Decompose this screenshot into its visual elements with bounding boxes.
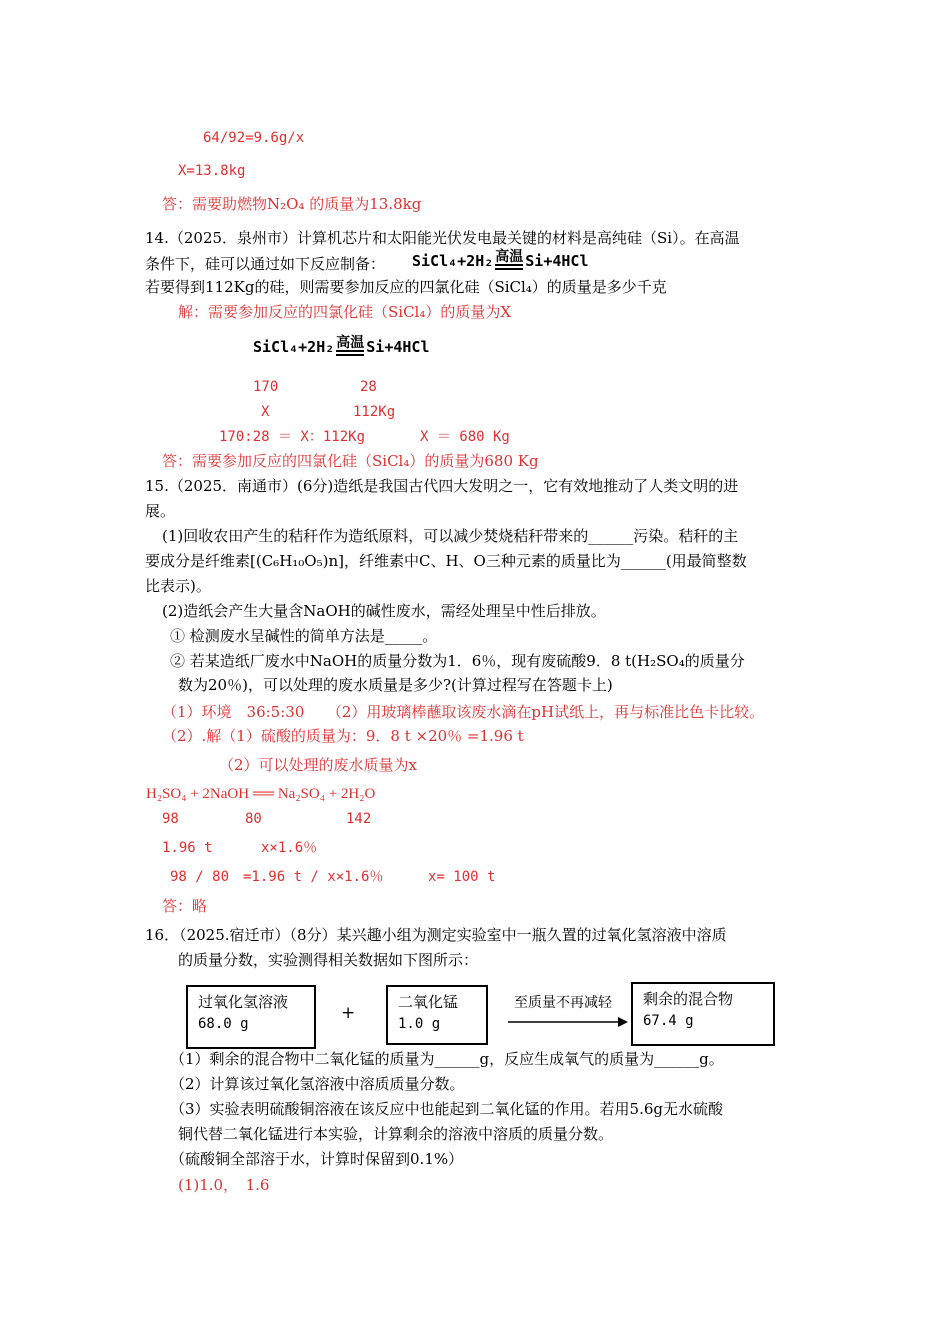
reaction-arrow [506, 1015, 630, 1029]
box-manganese-dioxide-value: 1.0 g [398, 1016, 441, 1032]
box-hydrogen-peroxide-title: 过氧化氢溶液 [198, 993, 289, 1011]
reaction-equation-14 [412, 250, 589, 270]
unknown-x: X [261, 404, 270, 420]
question-16-part-2: （2）计算该过氧化氢溶液中溶质质量分数。 [170, 1075, 465, 1093]
box-manganese-dioxide-title: 二氧化锰 [398, 993, 459, 1011]
proportion-14: 170:28 ＝ X：112Kg [219, 429, 366, 445]
reaction-condition: 高温 [495, 250, 523, 270]
proportion-15: 98 / 80 =1.96 t / x×1.6％ [170, 869, 384, 885]
calc-ratio: 64/92=9.6g/x [203, 130, 305, 146]
box-remaining-mixture-title: 剩余的混合物 [643, 990, 734, 1008]
box-manganese-dioxide [386, 985, 488, 1045]
question-15-sub-2-cont: 数为20％)，可以处理的废水质量是多少?(计算过程写在答题卡上) [178, 676, 613, 694]
question-16-part-3-cont: 铜代替二氧化锰进行本实验，计算剩余的溶液中溶质的质量分数。 [178, 1125, 614, 1143]
molar-mass-naoh: 80 [245, 811, 262, 827]
box-hydrogen-peroxide [186, 985, 316, 1049]
calc-result: X=13.8kg [178, 163, 246, 179]
question-16-line-1: 16．（2025.宿迁市）（8分）某兴趣小组为测定实验室中一瓶久置的过氧化氢溶液中溶质 [145, 926, 727, 944]
molar-mass-si: 28 [360, 379, 377, 395]
question-16-line-2: 的质量分数，实验测得相关数据如下图所示： [178, 951, 479, 969]
solution-15-part-2: （2）.解（1）硫酸的质量为：9．8 t ×20％ =1.96 t [162, 727, 524, 745]
result-14: X ＝ 680 Kg [420, 429, 510, 445]
plus-sign: + [341, 1003, 356, 1023]
mass-naoh: x×1.6％ [261, 840, 318, 856]
question-15-sub-2: ② 若某造纸厂废水中NaOH的质量分数为1．6％，现有废硫酸9．8 t(H₂SO₄的质量分 [170, 652, 745, 670]
question-15-line-2: 展。 [145, 502, 176, 520]
question-16-part-1: （1）剩余的混合物中二氧化锰的质量为______g，反应生成氧气的质量为______g。 [170, 1050, 724, 1068]
solution-15-part-1: （1）环境 36:5:30 （2）用玻璃棒蘸取该废水滴在pH试纸上，再与标准比色卡比较。 [162, 703, 765, 721]
arrow-label: 至质量不再减轻 [514, 995, 612, 1011]
solution-16-part-1: (1)1.0， 1.6 [178, 1176, 270, 1194]
molar-mass-sicl4: 170 [253, 379, 279, 395]
answer-13: 答：需要助燃物N₂O₄ 的质量为13.8kg [162, 195, 422, 213]
box-remaining-mixture [631, 982, 775, 1046]
question-16-note: （硫酸铜全部溶于水，计算时保留到0.1%） [170, 1150, 464, 1168]
question-15-part-1: (1)回收农田产生的秸秆作为造纸原料，可以减少焚烧秸秆带来的______污染。秸秆的主 [162, 527, 739, 545]
molar-mass-h2so4: 98 [162, 811, 179, 827]
reaction-left: SiCl₄+2H₂ [412, 252, 494, 270]
known-mass: 112Kg [353, 404, 396, 420]
mass-h2so4: 1.96 t [162, 840, 213, 856]
answer-14: 答：需要参加反应的四氯化硅（SiCl₄）的质量为680 Kg [162, 452, 539, 470]
question-15-part-2: (2)造纸会产生大量含NaOH的碱性废水，需经处理呈中性后排放。 [162, 602, 606, 620]
solution-15-equation: H₂SO₄ + 2NaOH ══ Na₂SO₄ + 2H₂O [146, 786, 376, 802]
question-16-part-3: （3）实验表明硫酸铜溶液在该反应中也能起到二氧化锰的作用。若用5.6g无水硫酸 [170, 1100, 724, 1118]
solution-14-equation: SiCl₄+2H₂ 高温 Si+4HCl [253, 335, 430, 356]
box-hydrogen-peroxide-value: 68.0 g [198, 1016, 249, 1032]
box-remaining-mixture-value: 67.4 g [643, 1013, 694, 1029]
question-15-sub-1: ① 检测废水呈碱性的简单方法是_____。 [170, 627, 438, 645]
question-14-line-1: 14.（2025．泉州市）计算机芯片和太阳能光伏发电最关键的材料是高纯硅（Si）。在高温 [145, 229, 740, 247]
answer-15: 答：略 [162, 897, 208, 915]
reaction-right: Si+4HCl [525, 252, 589, 270]
question-14-line-3: 若要得到112Kg的硅，则需要参加反应的四氯化硅（SiCl₄）的质量是多少千克 [145, 278, 667, 296]
result-15: x= 100 t [428, 869, 496, 885]
question-15-part-1-end: 比表示)。 [145, 577, 211, 595]
solution-15-setup: （2）可以处理的废水质量为x [219, 756, 418, 774]
solution-14-intro: 解：需要参加反应的四氯化硅（SiCl₄）的质量为X [178, 303, 512, 321]
question-15-line-1: 15.（2025．南通市）(6分)造纸是我国古代四大发明之一，它有效地推动了人类文明的进 [145, 477, 739, 495]
question-14-line-2: 条件下，硅可以通过如下反应制备： [145, 255, 386, 273]
question-15-part-1-cont: 要成分是纤维素[(C₆H₁₀O₅)n]，纤维素中C、H、O三种元素的质量比为______(用最简整数 [145, 552, 747, 570]
molar-mass-na2so4: 142 [346, 811, 372, 827]
